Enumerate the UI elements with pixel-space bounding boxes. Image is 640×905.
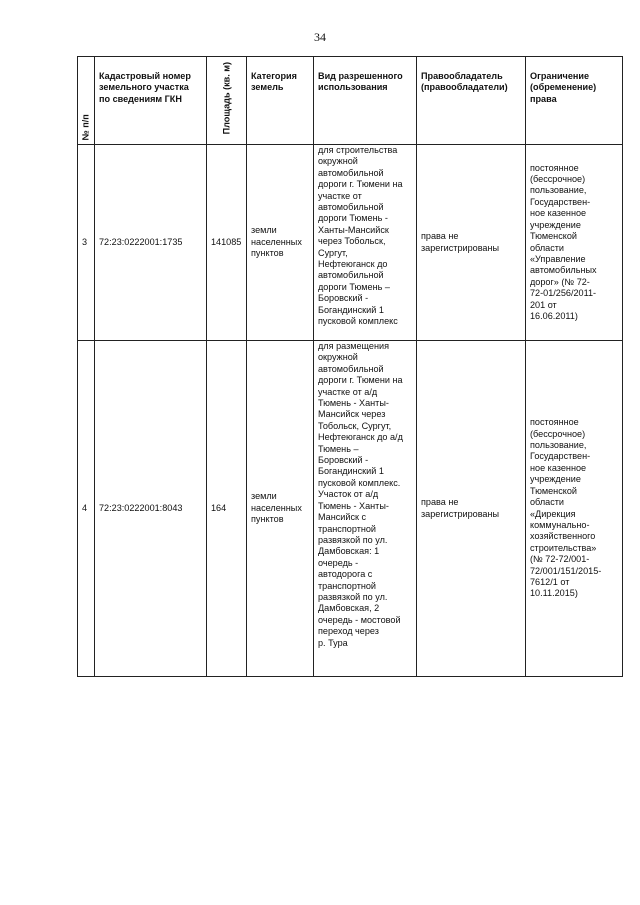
header-category: Категория земель	[247, 57, 314, 145]
header-holder: Правообладатель (правообладатели)	[417, 57, 526, 145]
row-usage: для размещения окружной автомобильной дороги г. Тюмени на участке от а/д Тюмень - Ханты- Мансийск через Тобольск, Сургут, Нефтеюганск до а/д Тюмень – Боровский - Богандинский 1 пусковой комплекс. Участок от а/д Тюмень - Ханты- Мансийск с транспортной развязкой по ул. Дамбовская: 1 очередь - автодорога с транспортной развязкой по ул. Дамбовская, 2 очередь - мостовой переход через р. Тура	[314, 341, 417, 677]
row-holder: права не зарегистрированы	[417, 341, 526, 677]
land-plots-table	[77, 56, 623, 677]
row-cadastral: 72:23:0222001:1735	[95, 145, 207, 341]
table-row	[78, 145, 623, 341]
header-usage: Вид разрешенного использования	[314, 57, 417, 145]
row-restriction: постоянное (бессрочное) пользование, Государствен- ное казенное учреждение Тюменской области «Дирекция коммунально- хозяйственного строительства» (№ 72-72/001- 72/001/151/2015- 7612/1 от 10.11.2015)	[526, 341, 623, 677]
row-category: земли населенных пунктов	[247, 341, 314, 677]
header-num-label: № п/п	[80, 113, 91, 140]
row-area: 141085	[207, 145, 247, 341]
header-num	[78, 57, 95, 145]
header-restriction: Ограничение (обременение) права	[526, 57, 623, 145]
row-holder: права не зарегистрированы	[417, 145, 526, 341]
header-area-label: Площадь (кв. м)	[220, 61, 231, 134]
row-num: 3	[78, 145, 95, 341]
page-number: 34	[314, 30, 326, 44]
row-area: 164	[207, 341, 247, 677]
table-row	[78, 341, 623, 677]
table-header-row	[78, 57, 623, 145]
header-cadastral: Кадастровый номер земельного участка по сведениям ГКН	[95, 57, 207, 145]
row-category: земли населенных пунктов	[247, 145, 314, 341]
row-num: 4	[78, 341, 95, 677]
row-usage: для строительства окружной автомобильной дороги г. Тюмени на участке от автомобильной дороги Тюмень - Ханты-Мансийск через Тобольск, Сургут, Нефтеюганск до автомобильной дороги Тюмень – Боровский - Богандинский 1 пусковой комплекс	[314, 145, 417, 341]
row-restriction: постоянное (бессрочное) пользование, Государствен- ное казенное учреждение Тюменской области «Управление автомобильных дорог» (№ 72- 72-01/256/2011- 201 от 16.06.2011)	[526, 145, 623, 341]
row-cadastral: 72:23:0222001:8043	[95, 341, 207, 677]
header-area	[207, 57, 247, 145]
